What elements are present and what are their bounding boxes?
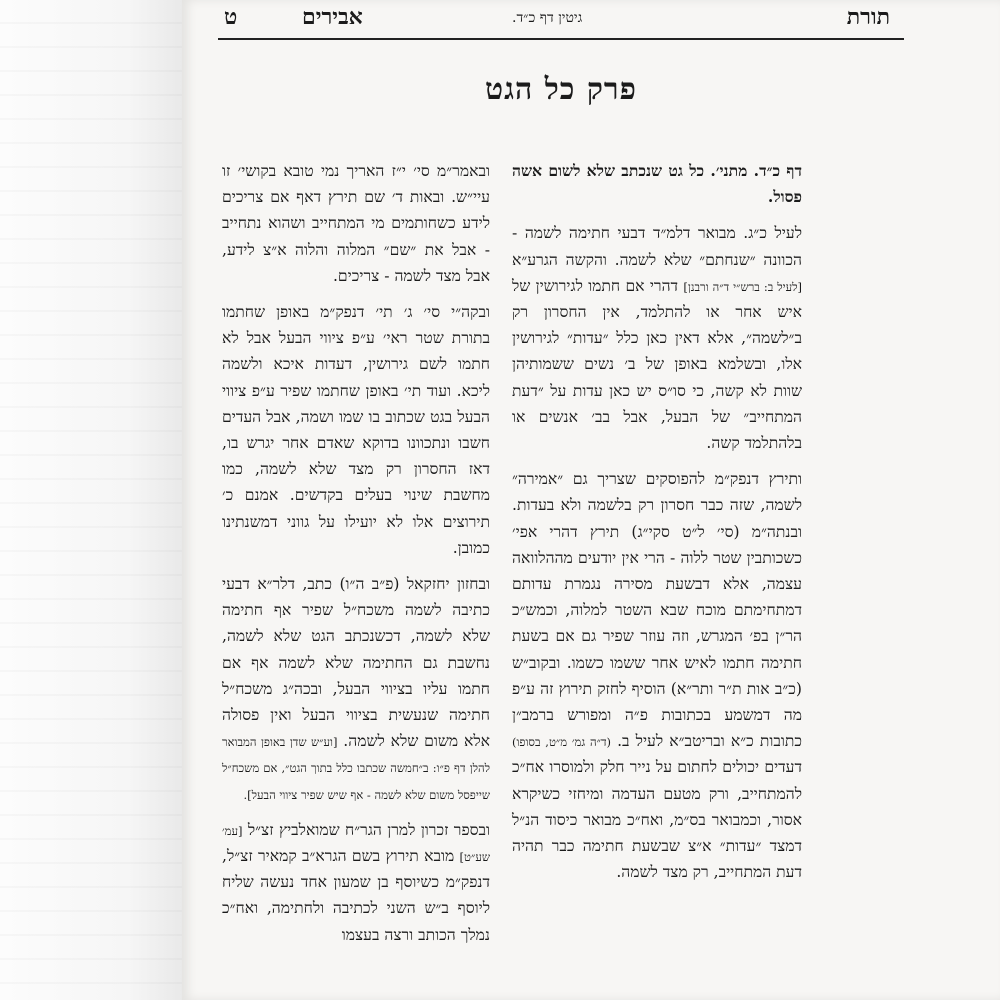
paragraph <box>222 817 490 948</box>
citation: [וע״ש שדן באופן המבואר להלן דף פ״ו: ב״חמשה שכתבו כלל בתוך הגט״, אם משכח״ל שייפסל משום שלא לשמה - אף שיש שפיר ציווי הבעל]. <box>222 735 490 802</box>
header-book-title-left: אבירים <box>302 4 363 30</box>
paragraph-text: דהרי אם חתמו לגירושין של איש אחר או להתלמד, אין החסרון רק ב״לשמה״, אלא דאין כאן כלל ״עדות״ לגירושין אלו, ובשלמא באופן של ב׳ נשים ששמותיהן שוות לא קשה, כי סו״ס יש כאן עדות על ״דעת המתחייב״ של הבעל, אבל בב׳ אנשים או בלהתלמד קשה. <box>512 276 802 453</box>
left-column <box>222 158 490 958</box>
paragraph <box>512 158 802 210</box>
book-page <box>182 0 1000 1000</box>
chapter-title: פרק כל הגט <box>485 72 637 107</box>
page-number: ט <box>224 4 238 30</box>
header-tractate-page: גיטין דף כ״ד. <box>512 10 583 26</box>
paragraph <box>222 571 490 807</box>
right-column <box>512 158 802 895</box>
paragraph-text: ובקה״י סי׳ ג׳ תי׳ דנפק״מ באופן שחתמו בתורת שטר ראי׳ ע״פ ציווי הבעל אבל לא חתמו לשם גירושין, דעדות איכא ולשמה ליכא. ועוד תי׳ באופן שחתמו שפיר ע״פ ציווי הבעל בגט שכתוב בו שמו ושמה, אבל העדים חשבו ונתכוונו בדוקא שאדם אחר יגרש בו, דאז החסרון רק מצד שלא לשמה, כמו מחשבת שינוי בעלים בקדשים. אמנם כ׳ תירוצים אלו לא יועילו על גווני דמשנתינו כמובן. <box>222 303 490 557</box>
mishna-opening: דף כ״ד. מתני׳. כל גט שנכתב שלא לשום אשה פסול. <box>512 161 802 207</box>
paragraph-text: דעדים יכולים לחתום על נייר חלק ולמוסרו אח״כ להמתחייב, ורק מטעם העדמה ומיחזי כשיקרא אסור, וכמבואר בס״מ, ואח״כ מבואר כיסוד הנ״ל דמצד ״עדות״ א״צ שבשעת חתימה כבר תהיה דעת המתחייב, רק מצד לשמה. <box>512 758 802 882</box>
paragraph <box>512 220 802 456</box>
citation: [עמ׳ שע״ט] <box>222 823 490 865</box>
paragraph-text: ובאמר״מ סי׳ י״ז האריך נמי טובא בקושי׳ זו עיי״ש. ובאות ד׳ שם תירץ דאף אם צריכים לידע כשחותמים מי המתחייב ושהוא נתחייב - אבל את ״שם״ המלוה והלוה א״צ לידע, אבל מצד לשמה - צריכים. <box>222 162 490 285</box>
citation: (ד״ה גמ׳ מ״ט, בסופו) <box>512 735 611 750</box>
paragraph <box>222 158 490 289</box>
paragraph-text: ובספר זכרון למרן הגר״ח שמואלביץ זצ״ל <box>247 820 490 839</box>
paragraph-text: ותירץ דנפק״מ להפוסקים שצריך גם ״אמירה״ לשמה, שזה כבר חסרון רק בלשמה ולא בעדות. ובנתה״מ (סי׳ ל״ט סקי״ג) תירץ דהרי אפי׳ כשכותבין שטר ללוה - הרי אין יודעים מההלוואה עצמה, אלא דבשעת מסירה נגמרת עדותם דמתחימתם מוכח שבא השטר למלוה, וכמש״כ הר״ן בפ׳ המגרש, וזה עוזר שפיר גם אם בשעת חתימה חתמו לאיש אחר ששמו כשמו. ובקוב״ש (כ״ב אות ת״ר ותר״א) הוסיף לחזק תירוץ זה ע״פ מה דמשמע בכתובות פ״ה ומפורש ברמב״ן כתובות כ״א ובריטב״א לעיל ב. <box>512 470 802 751</box>
paragraph-text: מובא תירוץ בשם הגרא״ב קמאיר זצ״ל, דנפק״מ כשיוסף בן שמעון אחד נעשה שליח ליוסף ב״ש השני לכתיבה ולחתימה, ואח״כ נמלך הכותב ורצה בעצמו <box>222 847 490 944</box>
header-book-title-right: תורת <box>846 4 890 30</box>
paragraph-text: לעיל כ״ג. מבואר דלמ״ד דבעי חתימה לשמה - הכוונה ״שנחתם״ שלא לשמה. והקשה הגרע״א <box>512 224 802 269</box>
citation: [לעיל ב: ברש״י ד״ה ורבנן] <box>683 279 802 294</box>
running-header <box>182 4 1000 36</box>
header-rule <box>218 38 904 40</box>
facing-page-bleed-through <box>0 0 182 1000</box>
paragraph-text: ובחזון יחזקאל (פ״ב ה״ו) כתב, דלר״א דבעי כתיבה לשמה משכח״ל שפיר אף חתימה שלא לשמה, דכשנכתב הגט שלא לשמה, נחשבת גם החתימה שלא לשמה אף אם חתמו עליו בציווי הבעל, ובכה״ג משכח״ל חתימה שנעשית בציווי הבעל ואין פסולה אלא משום שלא לשמה. <box>222 575 490 751</box>
paragraph <box>222 299 490 561</box>
paragraph <box>512 466 802 885</box>
